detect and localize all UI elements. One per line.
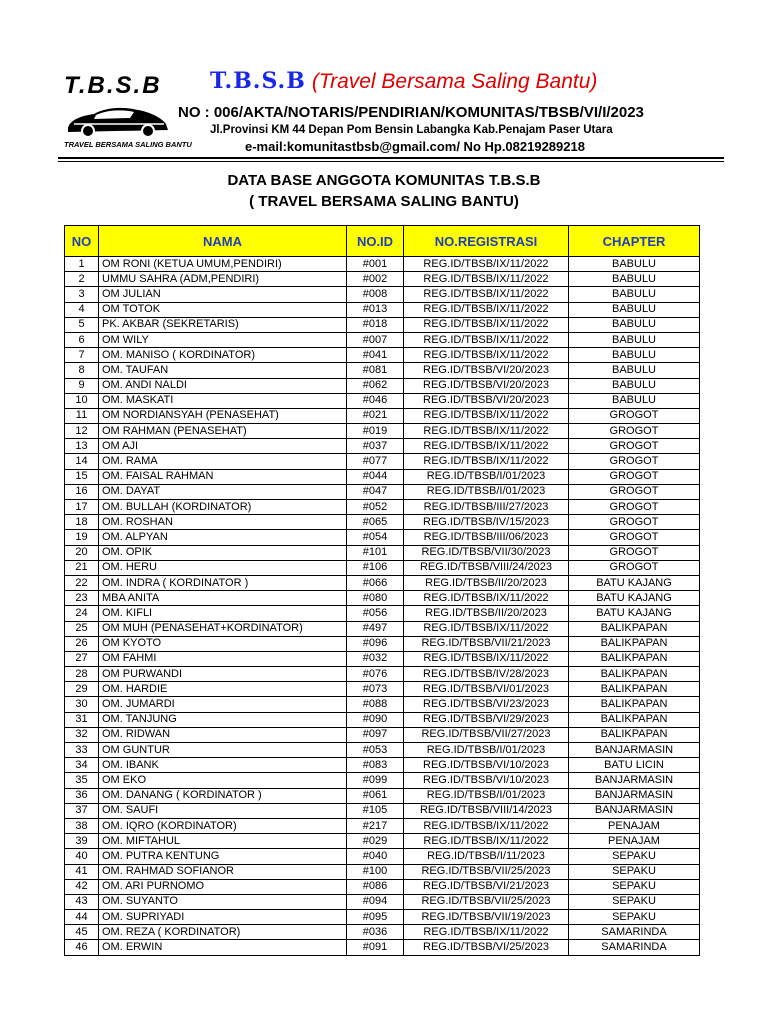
cell-nama: OM. MASKATI: [99, 393, 347, 408]
table-row: [65, 469, 700, 484]
cell-nama: OM RONI (KETUA UMUM,PENDIRI): [99, 257, 347, 272]
cell-no: 44: [65, 910, 99, 925]
cell-no: 24: [65, 606, 99, 621]
cell-noid: #037: [347, 439, 404, 454]
cell-noregistrasi: REG.ID/TBSB/VI/01/2023: [404, 682, 569, 697]
cell-no: 8: [65, 363, 99, 378]
cell-no: 6: [65, 332, 99, 347]
cell-noid: #096: [347, 636, 404, 651]
cell-chapter: BABULU: [569, 393, 700, 408]
table-row: [65, 332, 700, 347]
cell-nama: OM. SUYANTO: [99, 894, 347, 909]
cell-chapter: GROGOT: [569, 515, 700, 530]
cell-no: 25: [65, 621, 99, 636]
brand-subtitle: (Travel Bersama Saling Bantu): [311, 70, 598, 93]
cell-no: 38: [65, 818, 99, 833]
cell-noid: #094: [347, 894, 404, 909]
table-row: [65, 378, 700, 393]
cell-nama: MBA ANITA: [99, 591, 347, 606]
akta-number: NO : 006/AKTA/NOTARIS/PENDIRIAN/KOMUNITAS/TBSB/VI/I/2023: [178, 104, 644, 121]
cell-nama: OM EKO: [99, 773, 347, 788]
cell-noregistrasi: REG.ID/TBSB/VII/21/2023: [404, 636, 569, 651]
cell-nama: OM. IQRO (KORDINATOR): [99, 818, 347, 833]
cell-chapter: BATU LICIN: [569, 758, 700, 773]
cell-chapter: BALIKPAPAN: [569, 727, 700, 742]
cell-no: 36: [65, 788, 99, 803]
cell-noregistrasi: REG.ID/TBSB/IX/11/2022: [404, 348, 569, 363]
cell-noregistrasi: REG.ID/TBSB/IX/11/2022: [404, 591, 569, 606]
cell-noregistrasi: REG.ID/TBSB/IV/15/2023: [404, 515, 569, 530]
cell-noid: #497: [347, 621, 404, 636]
cell-no: 5: [65, 317, 99, 332]
cell-no: 35: [65, 773, 99, 788]
cell-noid: #046: [347, 393, 404, 408]
cell-no: 21: [65, 560, 99, 575]
cell-noid: #080: [347, 591, 404, 606]
car-icon: [64, 102, 172, 138]
cell-no: 7: [65, 348, 99, 363]
cell-nama: OM TOTOK: [99, 302, 347, 317]
cell-chapter: BABULU: [569, 302, 700, 317]
table-body: [65, 257, 700, 956]
cell-no: 2: [65, 272, 99, 287]
cell-noregistrasi: REG.ID/TBSB/VII/25/2023: [404, 894, 569, 909]
cell-noid: #066: [347, 575, 404, 590]
cell-nama: OM. TANJUNG: [99, 712, 347, 727]
cell-nama: OM. HERU: [99, 560, 347, 575]
cell-chapter: BABULU: [569, 378, 700, 393]
cell-noid: #106: [347, 560, 404, 575]
table-row: [65, 682, 700, 697]
cell-noregistrasi: REG.ID/TBSB/I/01/2023: [404, 743, 569, 758]
cell-nama: OM MUH (PENASEHAT+KORDINATOR): [99, 621, 347, 636]
cell-noregistrasi: REG.ID/TBSB/I/11/2023: [404, 849, 569, 864]
table-row: [65, 864, 700, 879]
cell-chapter: PENAJAM: [569, 834, 700, 849]
cell-nama: OM KYOTO: [99, 636, 347, 651]
cell-noid: #053: [347, 743, 404, 758]
table-row: [65, 500, 700, 515]
cell-no: 4: [65, 302, 99, 317]
document-subtitle: ( TRAVEL BERSAMA SALING BANTU): [249, 193, 519, 210]
cell-noregistrasi: REG.ID/TBSB/VI/10/2023: [404, 773, 569, 788]
cell-no: 33: [65, 743, 99, 758]
cell-no: 1: [65, 257, 99, 272]
cell-noid: #041: [347, 348, 404, 363]
cell-noregistrasi: REG.ID/TBSB/IX/11/2022: [404, 302, 569, 317]
table-row: [65, 651, 700, 666]
cell-chapter: GROGOT: [569, 469, 700, 484]
logo-tagline: TRAVEL BERSAMA SALING BANTU: [64, 140, 192, 149]
cell-chapter: BALIKPAPAN: [569, 651, 700, 666]
cell-noid: #073: [347, 682, 404, 697]
cell-no: 29: [65, 682, 99, 697]
cell-noid: #013: [347, 302, 404, 317]
cell-noregistrasi: REG.ID/TBSB/IX/11/2022: [404, 317, 569, 332]
cell-chapter: BALIKPAPAN: [569, 697, 700, 712]
table-row: [65, 287, 700, 302]
cell-noregistrasi: REG.ID/TBSB/III/27/2023: [404, 500, 569, 515]
cell-noid: #091: [347, 940, 404, 955]
cell-nama: OM. DAYAT: [99, 484, 347, 499]
cell-chapter: SEPAKU: [569, 849, 700, 864]
cell-chapter: BABULU: [569, 272, 700, 287]
cell-no: 32: [65, 727, 99, 742]
cell-nama: OM JULIAN: [99, 287, 347, 302]
table-row: [65, 910, 700, 925]
cell-noid: #061: [347, 788, 404, 803]
cell-chapter: BANJARMASIN: [569, 788, 700, 803]
table-row: [65, 530, 700, 545]
cell-no: 26: [65, 636, 99, 651]
cell-nama: OM. RIDWAN: [99, 727, 347, 742]
table-row: [65, 894, 700, 909]
cell-noregistrasi: REG.ID/TBSB/IX/11/2022: [404, 454, 569, 469]
cell-no: 30: [65, 697, 99, 712]
cell-no: 20: [65, 545, 99, 560]
cell-no: 17: [65, 500, 99, 515]
cell-noregistrasi: REG.ID/TBSB/IX/11/2022: [404, 925, 569, 940]
cell-no: 22: [65, 575, 99, 590]
cell-noid: #105: [347, 803, 404, 818]
cell-noregistrasi: REG.ID/TBSB/IX/11/2022: [404, 834, 569, 849]
cell-nama: OM AJI: [99, 439, 347, 454]
table-row: [65, 424, 700, 439]
cell-chapter: GROGOT: [569, 530, 700, 545]
cell-chapter: BALIKPAPAN: [569, 682, 700, 697]
table-row: [65, 348, 700, 363]
table-row: [65, 408, 700, 423]
cell-noregistrasi: REG.ID/TBSB/III/06/2023: [404, 530, 569, 545]
cell-noregistrasi: REG.ID/TBSB/IX/11/2022: [404, 621, 569, 636]
cell-noid: #018: [347, 317, 404, 332]
column-header-noregistrasi: NO.REGISTRASI: [404, 226, 569, 257]
table-row: [65, 454, 700, 469]
cell-noregistrasi: REG.ID/TBSB/II/20/2023: [404, 575, 569, 590]
cell-nama: OM. JUMARDI: [99, 697, 347, 712]
cell-noregistrasi: REG.ID/TBSB/IV/28/2023: [404, 667, 569, 682]
document-title: DATA BASE ANGGOTA KOMUNITAS T.B.S.B: [227, 172, 541, 189]
table-row: [65, 667, 700, 682]
cell-noregistrasi: REG.ID/TBSB/VI/25/2023: [404, 940, 569, 955]
cell-noregistrasi: REG.ID/TBSB/IX/11/2022: [404, 424, 569, 439]
cell-nama: OM. INDRA ( KORDINATOR ): [99, 575, 347, 590]
cell-chapter: BABULU: [569, 257, 700, 272]
cell-nama: OM. RAMA: [99, 454, 347, 469]
table-row: [65, 302, 700, 317]
cell-noid: #019: [347, 424, 404, 439]
table-row: [65, 940, 700, 955]
cell-nama: OM. ROSHAN: [99, 515, 347, 530]
table-row: [65, 697, 700, 712]
table-row: [65, 925, 700, 940]
cell-noid: #095: [347, 910, 404, 925]
cell-chapter: BATU KAJANG: [569, 606, 700, 621]
cell-chapter: GROGOT: [569, 424, 700, 439]
header-divider-thin: [58, 161, 724, 162]
cell-nama: OM. ALPYAN: [99, 530, 347, 545]
cell-chapter: GROGOT: [569, 454, 700, 469]
cell-nama: OM. HARDIE: [99, 682, 347, 697]
cell-noid: #008: [347, 287, 404, 302]
table-row: [65, 545, 700, 560]
cell-no: 39: [65, 834, 99, 849]
cell-nama: OM. SAUFI: [99, 803, 347, 818]
table-row: [65, 575, 700, 590]
cell-chapter: GROGOT: [569, 408, 700, 423]
cell-no: 37: [65, 803, 99, 818]
cell-noregistrasi: REG.ID/TBSB/IX/11/2022: [404, 818, 569, 833]
cell-chapter: SEPAKU: [569, 894, 700, 909]
cell-chapter: SEPAKU: [569, 864, 700, 879]
cell-no: 15: [65, 469, 99, 484]
cell-no: 42: [65, 879, 99, 894]
cell-nama: OM. BULLAH (KORDINATOR): [99, 500, 347, 515]
cell-nama: OM. RAHMAD SOFIANOR: [99, 864, 347, 879]
cell-no: 16: [65, 484, 99, 499]
table-row: [65, 393, 700, 408]
table-row: [65, 560, 700, 575]
table-row: [65, 317, 700, 332]
cell-chapter: BABULU: [569, 348, 700, 363]
cell-noregistrasi: REG.ID/TBSB/IX/11/2022: [404, 332, 569, 347]
cell-noid: #007: [347, 332, 404, 347]
cell-noid: #100: [347, 864, 404, 879]
cell-noregistrasi: REG.ID/TBSB/IX/11/2022: [404, 439, 569, 454]
cell-nama: OM. FAISAL RAHMAN: [99, 469, 347, 484]
cell-nama: OM. OPIK: [99, 545, 347, 560]
cell-noid: #047: [347, 484, 404, 499]
cell-chapter: SEPAKU: [569, 879, 700, 894]
cell-noid: #056: [347, 606, 404, 621]
contact-info: e-mail:komunitastbsb@gmail.com/ No Hp.08219289218: [245, 139, 585, 154]
table-row: [65, 788, 700, 803]
cell-noregistrasi: REG.ID/TBSB/VI/20/2023: [404, 363, 569, 378]
cell-noid: #065: [347, 515, 404, 530]
cell-nama: OM. PUTRA KENTUNG: [99, 849, 347, 864]
cell-chapter: BABULU: [569, 317, 700, 332]
cell-noid: #088: [347, 697, 404, 712]
cell-no: 9: [65, 378, 99, 393]
cell-nama: OM RAHMAN (PENASEHAT): [99, 424, 347, 439]
cell-chapter: GROGOT: [569, 484, 700, 499]
address: Jl.Provinsi KM 44 Depan Pom Bensin Labangka Kab.Penajam Paser Utara: [210, 124, 613, 136]
cell-noid: #081: [347, 363, 404, 378]
cell-nama: OM. KIFLI: [99, 606, 347, 621]
column-header-chapter: CHAPTER: [569, 226, 700, 257]
cell-noid: #002: [347, 272, 404, 287]
cell-chapter: BATU KAJANG: [569, 591, 700, 606]
cell-noid: #090: [347, 712, 404, 727]
table-row: [65, 834, 700, 849]
brand-line: [210, 68, 597, 94]
cell-noid: #040: [347, 849, 404, 864]
cell-noregistrasi: REG.ID/TBSB/VIII/14/2023: [404, 803, 569, 818]
cell-noid: #076: [347, 667, 404, 682]
cell-no: 23: [65, 591, 99, 606]
cell-noid: #062: [347, 378, 404, 393]
cell-noid: #001: [347, 257, 404, 272]
table-row: [65, 803, 700, 818]
table-row: [65, 879, 700, 894]
cell-no: 28: [65, 667, 99, 682]
cell-noregistrasi: REG.ID/TBSB/VI/29/2023: [404, 712, 569, 727]
cell-no: 46: [65, 940, 99, 955]
table-row: [65, 484, 700, 499]
cell-chapter: SAMARINDA: [569, 940, 700, 955]
cell-noid: #217: [347, 818, 404, 833]
members-table: [64, 225, 700, 956]
logo: [60, 72, 192, 156]
cell-noregistrasi: REG.ID/TBSB/IX/11/2022: [404, 287, 569, 302]
cell-chapter: GROGOT: [569, 439, 700, 454]
cell-nama: OM FAHMI: [99, 651, 347, 666]
table-row: [65, 849, 700, 864]
cell-noid: #052: [347, 500, 404, 515]
cell-noregistrasi: REG.ID/TBSB/VII/19/2023: [404, 910, 569, 925]
cell-noid: #021: [347, 408, 404, 423]
cell-no: 13: [65, 439, 99, 454]
cell-noregistrasi: REG.ID/TBSB/IX/11/2022: [404, 651, 569, 666]
cell-nama: OM. DANANG ( KORDINATOR ): [99, 788, 347, 803]
cell-noid: #083: [347, 758, 404, 773]
logo-text: T.B.S.B: [64, 72, 162, 99]
cell-noid: #044: [347, 469, 404, 484]
cell-noregistrasi: REG.ID/TBSB/VII/30/2023: [404, 545, 569, 560]
cell-chapter: BALIKPAPAN: [569, 712, 700, 727]
cell-noregistrasi: REG.ID/TBSB/IX/11/2022: [404, 257, 569, 272]
cell-nama: OM. ANDI NALDI: [99, 378, 347, 393]
table-row: [65, 758, 700, 773]
cell-nama: OM. MANISO ( KORDINATOR): [99, 348, 347, 363]
header-divider: [58, 157, 724, 159]
cell-nama: OM. ERWIN: [99, 940, 347, 955]
cell-nama: UMMU SAHRA (ADM,PENDIRI): [99, 272, 347, 287]
cell-nama: OM PURWANDI: [99, 667, 347, 682]
cell-nama: OM. ARI PURNOMO: [99, 879, 347, 894]
cell-noid: #077: [347, 454, 404, 469]
cell-noregistrasi: REG.ID/TBSB/I/01/2023: [404, 788, 569, 803]
cell-no: 18: [65, 515, 99, 530]
cell-no: 19: [65, 530, 99, 545]
table-row: [65, 515, 700, 530]
cell-chapter: BALIKPAPAN: [569, 667, 700, 682]
cell-noregistrasi: REG.ID/TBSB/II/20/2023: [404, 606, 569, 621]
cell-chapter: SAMARINDA: [569, 925, 700, 940]
cell-noid: #097: [347, 727, 404, 742]
cell-chapter: GROGOT: [569, 500, 700, 515]
cell-noid: #054: [347, 530, 404, 545]
cell-noregistrasi: REG.ID/TBSB/VIII/24/2023: [404, 560, 569, 575]
cell-noid: #086: [347, 879, 404, 894]
cell-chapter: BANJARMASIN: [569, 773, 700, 788]
cell-noregistrasi: REG.ID/TBSB/VI/23/2023: [404, 697, 569, 712]
cell-no: 43: [65, 894, 99, 909]
cell-noregistrasi: REG.ID/TBSB/IX/11/2022: [404, 408, 569, 423]
cell-noid: #032: [347, 651, 404, 666]
cell-nama: OM. MIFTAHUL: [99, 834, 347, 849]
cell-noregistrasi: REG.ID/TBSB/VI/20/2023: [404, 393, 569, 408]
cell-no: 14: [65, 454, 99, 469]
column-header-nama: NAMA: [99, 226, 347, 257]
cell-noid: #101: [347, 545, 404, 560]
table-row: [65, 773, 700, 788]
cell-chapter: GROGOT: [569, 545, 700, 560]
cell-noregistrasi: REG.ID/TBSB/VII/27/2023: [404, 727, 569, 742]
table-row: [65, 818, 700, 833]
cell-chapter: PENAJAM: [569, 818, 700, 833]
brand-name: T.B.S.B: [210, 68, 306, 94]
cell-chapter: GROGOT: [569, 560, 700, 575]
cell-no: 27: [65, 651, 99, 666]
cell-no: 12: [65, 424, 99, 439]
table-row: [65, 257, 700, 272]
cell-no: 10: [65, 393, 99, 408]
cell-noid: #099: [347, 773, 404, 788]
cell-no: 11: [65, 408, 99, 423]
cell-noregistrasi: REG.ID/TBSB/VII/25/2023: [404, 864, 569, 879]
cell-no: 41: [65, 864, 99, 879]
cell-no: 3: [65, 287, 99, 302]
cell-nama: OM. TAUFAN: [99, 363, 347, 378]
cell-nama: OM. REZA ( KORDINATOR): [99, 925, 347, 940]
table-row: [65, 606, 700, 621]
table-row: [65, 636, 700, 651]
table-row: [65, 621, 700, 636]
cell-noregistrasi: REG.ID/TBSB/IX/11/2022: [404, 272, 569, 287]
column-header-no: NO: [65, 226, 99, 257]
cell-no: 31: [65, 712, 99, 727]
cell-noregistrasi: REG.ID/TBSB/I/01/2023: [404, 469, 569, 484]
cell-chapter: BATU KAJANG: [569, 575, 700, 590]
cell-chapter: BANJARMASIN: [569, 743, 700, 758]
table-row: [65, 439, 700, 454]
table-row: [65, 712, 700, 727]
table-row: [65, 272, 700, 287]
cell-noregistrasi: REG.ID/TBSB/VI/21/2023: [404, 879, 569, 894]
cell-noregistrasi: REG.ID/TBSB/I/01/2023: [404, 484, 569, 499]
cell-no: 34: [65, 758, 99, 773]
cell-noid: #029: [347, 834, 404, 849]
cell-noregistrasi: REG.ID/TBSB/VI/20/2023: [404, 378, 569, 393]
cell-chapter: BANJARMASIN: [569, 803, 700, 818]
cell-chapter: BALIKPAPAN: [569, 621, 700, 636]
cell-noid: #036: [347, 925, 404, 940]
table-row: [65, 727, 700, 742]
cell-nama: OM. SUPRIYADI: [99, 910, 347, 925]
cell-chapter: BABULU: [569, 287, 700, 302]
column-header-noid: NO.ID: [347, 226, 404, 257]
cell-nama: OM WILY: [99, 332, 347, 347]
cell-chapter: BABULU: [569, 363, 700, 378]
cell-no: 45: [65, 925, 99, 940]
cell-chapter: BABULU: [569, 332, 700, 347]
cell-chapter: SEPAKU: [569, 910, 700, 925]
cell-noregistrasi: REG.ID/TBSB/VI/10/2023: [404, 758, 569, 773]
cell-nama: OM NORDIANSYAH (PENASEHAT): [99, 408, 347, 423]
cell-no: 40: [65, 849, 99, 864]
cell-nama: OM GUNTUR: [99, 743, 347, 758]
cell-nama: OM. IBANK: [99, 758, 347, 773]
table-header-row: [65, 226, 700, 257]
cell-chapter: BALIKPAPAN: [569, 636, 700, 651]
table-row: [65, 591, 700, 606]
cell-nama: PK. AKBAR (SEKRETARIS): [99, 317, 347, 332]
table-row: [65, 743, 700, 758]
table-row: [65, 363, 700, 378]
